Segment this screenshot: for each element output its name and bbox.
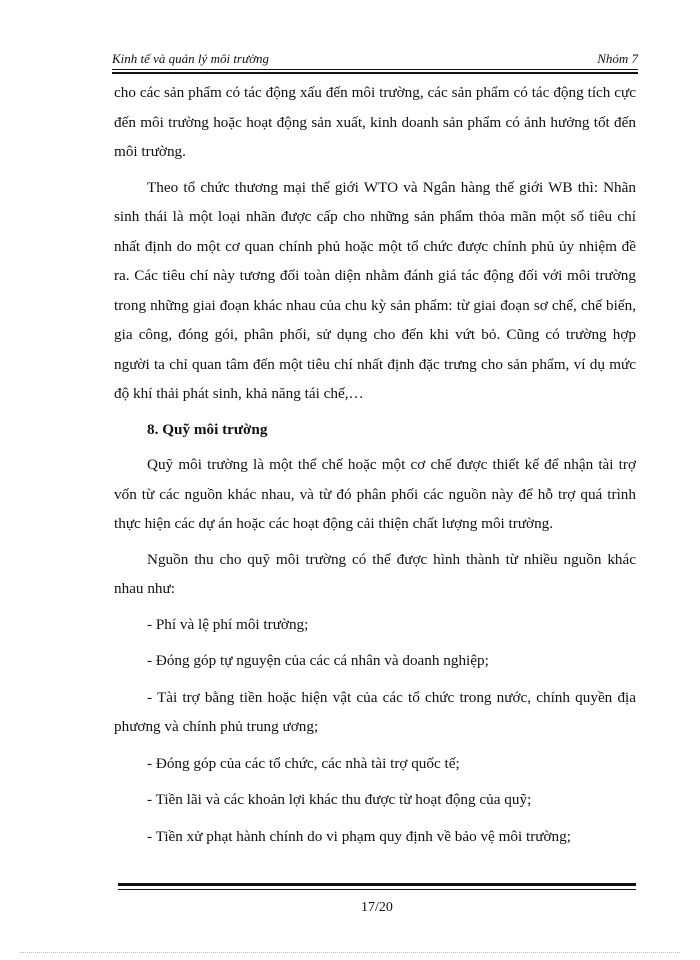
list-item: - Phí và lệ phí môi trường;: [147, 615, 309, 633]
header-rule-thin: [112, 69, 638, 70]
list-item: - Tiền lãi và các khoản lợi khác thu được từ hoạt động của quỹ;: [147, 791, 532, 808]
page-bottom-divider: [20, 952, 680, 953]
list-item: - Tiền xử phạt hành chính do vi phạm quy định về bảo vệ môi trường;: [147, 827, 571, 845]
paragraph-fund-definition: Quỹ môi trường là một thể chế hoặc một cơ chế được thiết kế để nhận tài trợ vốn từ các nguồn khác nhau, và từ đó phân phối các nguồn này để hỗ trợ quá trình thực hiện các dự án hoặc các hoạt động cải thiện chất lượng môi trường.: [114, 456, 636, 532]
header-group: Nhóm 7: [597, 51, 638, 66]
header-rule-thick: [112, 72, 638, 74]
page-number: 17/20: [361, 900, 393, 915]
footer-rule-thin: [118, 889, 636, 890]
paragraph-continuation: cho các sản phẩm có tác động xấu đến môi trường, các sản phẩm có tác động tích cực đến môi trường hoặc hoạt động sản xuất, kinh doanh sản phẩm có ảnh hưởng tốt đến môi trường.: [114, 84, 636, 160]
section-heading: 8. Quỹ môi trường: [147, 420, 268, 438]
header-title: Kinh tế và quản lý môi trường: [112, 51, 270, 66]
paragraph-ecolabel-definition: Theo tổ chức thương mại thế giới WTO và Ngân hàng thế giới WB thì: Nhãn sinh thái là một loại nhãn được cấp cho những sản phẩm thỏa mãn một số tiêu chí nhất định do một cơ quan chính phủ hoặc một tổ chức được chính phủ ủy nhiệm đề ra. Các tiêu chí này tương đối toàn diện nhằm đánh giá tác động đối với môi trường trong những giai đoạn khác nhau của chu kỳ sản phẩm: từ giai đoạn sơ chế, chế biến, gia công, đóng gói, phân phối, sử dụng cho đến khi vứt bỏ. Cũng có trường hợp người ta chỉ quan tâm đến một tiêu chí nhất định đặc trưng cho sản phẩm, ví dụ mức độ khí thải phát sinh, khả năng tái chế,…: [114, 178, 636, 402]
document-body: [114, 78, 636, 858]
list-item: - Đóng góp tự nguyện của các cá nhân và doanh nghiệp;: [147, 652, 489, 669]
paragraph-fund-sources: Nguồn thu cho quỹ môi trường có thể được hình thành từ nhiều nguồn khác nhau như:: [114, 550, 636, 597]
list-item: - Đóng góp của các tổ chức, các nhà tài trợ quốc tế;: [147, 754, 460, 772]
footer-rule-thick: [118, 883, 636, 886]
list-item: - Tài trợ bằng tiền hoặc hiện vật của các tổ chức trong nước, chính quyền địa phương và chính phủ trung ương;: [114, 688, 636, 735]
page-header: [112, 45, 638, 67]
